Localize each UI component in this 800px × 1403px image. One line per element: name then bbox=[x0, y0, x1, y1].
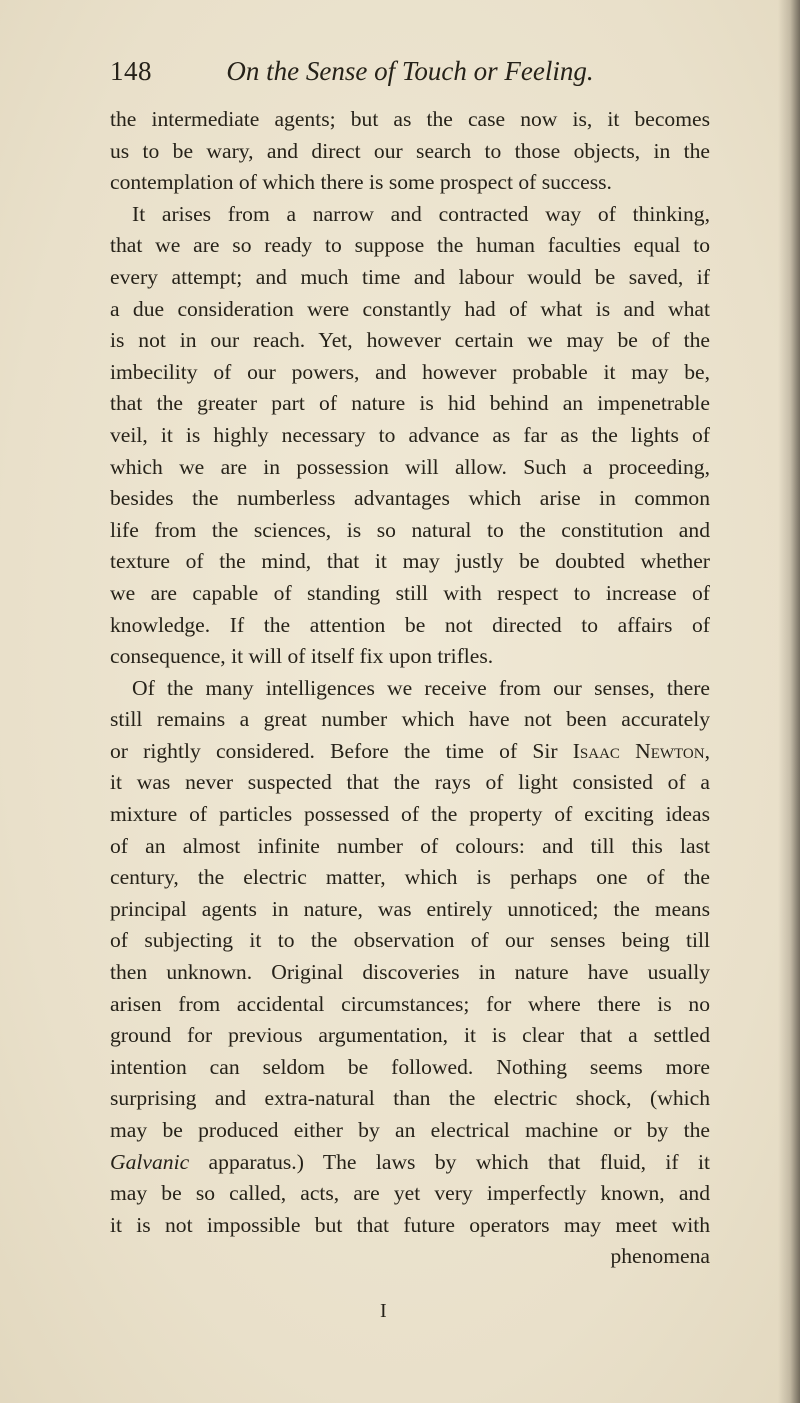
text-line: us to be wary, and direct our search to those objects, in the bbox=[110, 138, 710, 163]
text-line: intention can seldom be followed. Nothing seems more bbox=[110, 1054, 710, 1079]
person-name: Isaac Newton, bbox=[572, 738, 710, 763]
running-head: On the Sense of Touch or Feeling. bbox=[226, 56, 594, 86]
text-line: century, the electric matter, which is perhaps one of the bbox=[110, 865, 710, 890]
page-binding-shadow bbox=[778, 0, 800, 1403]
signature-mark: I bbox=[380, 1300, 387, 1322]
catchword: phenomena bbox=[610, 1244, 710, 1269]
text-line: of subjecting it to the observation of our senses being till bbox=[110, 928, 710, 953]
text-line: arisen from accidental circumstances; for where there is no bbox=[110, 991, 710, 1016]
text-line: that the greater part of nature is hid behind an impenetrable bbox=[110, 391, 710, 416]
text-line: it was never suspected that the rays of light consisted of a bbox=[110, 770, 710, 795]
text-line: It arises from a narrow and contracted way of thinking, bbox=[132, 201, 710, 226]
text-line: may be so called, acts, are yet very imperfectly known, and bbox=[110, 1181, 710, 1206]
text-line: ground for previous argumentation, it is clear that a settled bbox=[110, 1023, 710, 1048]
text-line: is not in our reach. Yet, however certain we may be of the bbox=[110, 328, 710, 353]
text-line: Of the many intelligences we receive from our senses, there bbox=[132, 675, 710, 700]
text-line: consequence, it will of itself fix upon trifles. bbox=[110, 644, 494, 669]
text-fragment: apparatus.) The laws by which that fluid, if it bbox=[189, 1149, 710, 1174]
text-line: we are capable of standing still with respect to increase of bbox=[110, 580, 710, 605]
text-line: principal agents in nature, was entirely unnoticed; the means bbox=[110, 896, 710, 921]
text-line: imbecility of our powers, and however probable it may be, bbox=[110, 359, 710, 384]
text-line: besides the numberless advantages which arise in common bbox=[110, 486, 710, 511]
text-line: may be produced either by an electrical machine or by the bbox=[110, 1118, 710, 1142]
text-line: still remains a great number which have not been accurately bbox=[110, 707, 710, 732]
text-line: the intermediate agents; but as the case now is, it becomes bbox=[110, 107, 710, 131]
text-line: mixture of particles possessed of the property of exciting ideas bbox=[110, 802, 710, 827]
text-fragment: or rightly considered. Before the time of Sir bbox=[110, 738, 573, 763]
text-line: then unknown. Original discoveries in nature have usually bbox=[110, 960, 710, 985]
text-line: veil, it is highly necessary to advance as far as the lights of bbox=[110, 422, 710, 447]
text-line: surprising and extra-natural than the electric shock, (which bbox=[110, 1086, 710, 1111]
italic-word: Galvanic bbox=[110, 1149, 190, 1174]
page-number: 148 bbox=[110, 56, 152, 86]
text-line: it is not impossible but that future operators may meet with bbox=[110, 1212, 710, 1237]
text-line: which we are in possession will allow. Such a proceeding, bbox=[110, 454, 710, 479]
text-line: of an almost infinite number of colours: and till this last bbox=[110, 833, 710, 858]
page-header bbox=[110, 56, 670, 96]
body-text bbox=[110, 104, 710, 1273]
text-line: knowledge. If the attention be not directed to affairs of bbox=[110, 612, 710, 637]
text-line-with-italic bbox=[110, 1147, 710, 1179]
text-line: texture of the mind, that it may justly be doubted whether bbox=[110, 549, 710, 574]
text-line: contemplation of which there is some prospect of success. bbox=[110, 170, 612, 195]
text-line: a due consideration were constantly had of what is and what bbox=[110, 296, 710, 321]
text-line: life from the sciences, is so natural to the constitution and bbox=[110, 517, 710, 542]
text-line: every attempt; and much time and labour would be saved, if bbox=[110, 264, 710, 289]
text-line-with-name bbox=[110, 736, 710, 768]
text-line: that we are so ready to suppose the human faculties equal to bbox=[110, 233, 710, 258]
